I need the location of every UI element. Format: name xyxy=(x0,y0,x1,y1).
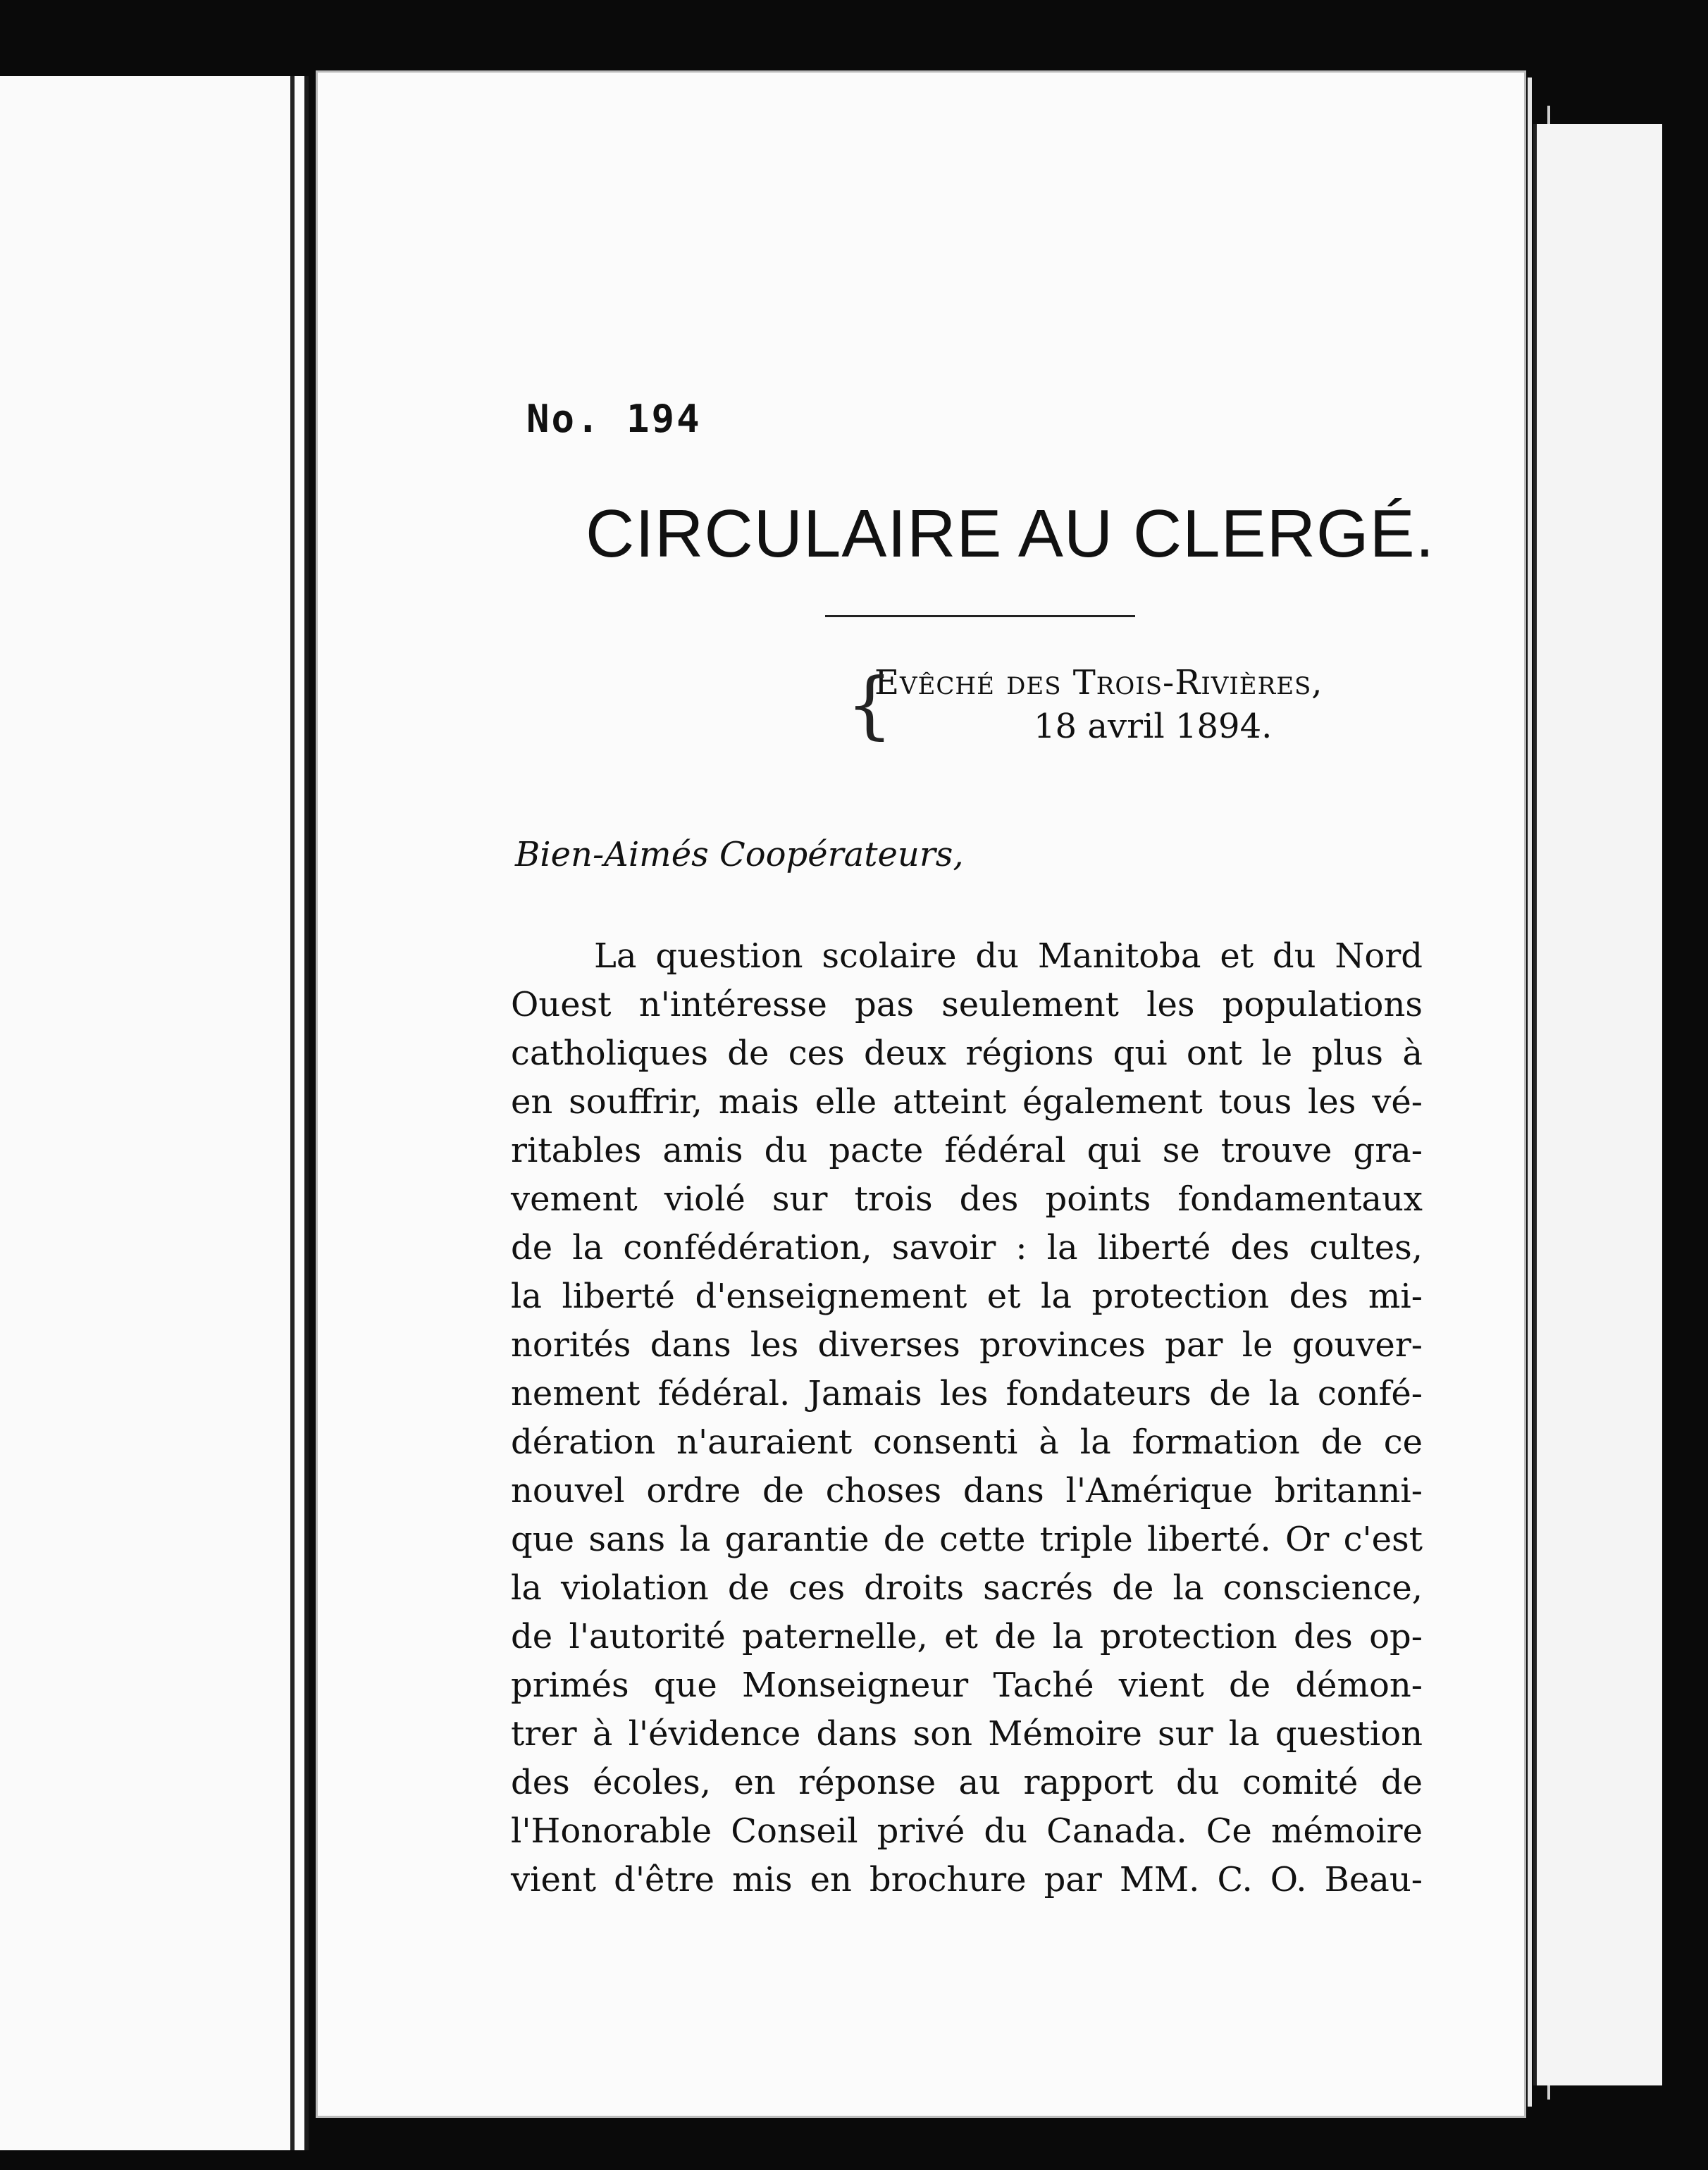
body-line: norités dans les diverses provinces par le gouver- xyxy=(511,1325,1423,1365)
body-line: primés que Monseigneur Taché vient de démon- xyxy=(511,1666,1423,1705)
body-line: ritables amis du pacte fédéral qui se trouve gra- xyxy=(511,1131,1423,1170)
page-edge xyxy=(1528,78,1532,2107)
salutation: Bien-Aimés Coopérateurs, xyxy=(515,835,964,874)
dateline-date: 18 avril 1894. xyxy=(1034,707,1273,746)
left-blank-page xyxy=(0,76,309,2150)
dateline-place: Evêché des Trois-Rivières, xyxy=(874,663,1323,702)
dateline xyxy=(846,661,1480,748)
body-line: en souffrir, mais elle atteint également tous les vé- xyxy=(511,1082,1423,1122)
body-line: que sans la garantie de cette triple liberté. Or c'est xyxy=(511,1520,1423,1559)
body-line: nement fédéral. Jamais les fondateurs de la confé- xyxy=(511,1374,1423,1413)
body-line: la violation de ces droits sacrés de la conscience, xyxy=(511,1568,1423,1608)
title-divider xyxy=(825,615,1135,617)
back-page-stack xyxy=(1533,124,1662,2085)
body-line: trer à l'évidence dans son Mémoire sur la question xyxy=(511,1714,1423,1754)
body-line: des écoles, en réponse au rapport du comité de xyxy=(511,1763,1423,1802)
document-title: CIRCULAIRE AU CLERGÉ. xyxy=(586,496,1435,571)
body-line: l'Honorable Conseil privé du Canada. Ce mémoire xyxy=(511,1811,1423,1851)
body-line: vement violé sur trois des points fondamentaux xyxy=(511,1179,1423,1219)
body-line: La question scolaire du Manitoba et du Nord xyxy=(594,936,1423,976)
body-line: catholiques de ces deux régions qui ont le plus à xyxy=(511,1034,1423,1073)
body-line: dération n'auraient consenti à la formation de ce xyxy=(511,1422,1423,1462)
body-text xyxy=(511,932,1423,1904)
body-line: nouvel ordre de choses dans l'Amérique britanni- xyxy=(511,1471,1423,1511)
book-gutter xyxy=(290,76,295,2150)
document-page xyxy=(316,70,1526,2118)
body-line: vient d'être mis en brochure par MM. C. O. Beau- xyxy=(511,1860,1423,1899)
body-line: la liberté d'enseignement et la protection des mi- xyxy=(511,1277,1423,1316)
body-line: Ouest n'intéresse pas seulement les populations xyxy=(511,985,1423,1024)
body-line: de la confédération, savoir : la liberté des cultes, xyxy=(511,1228,1423,1267)
document-number: No. 194 xyxy=(526,397,702,441)
body-line: de l'autorité paternelle, et de la protection des op- xyxy=(511,1617,1423,1656)
brace-icon: { xyxy=(846,662,893,748)
